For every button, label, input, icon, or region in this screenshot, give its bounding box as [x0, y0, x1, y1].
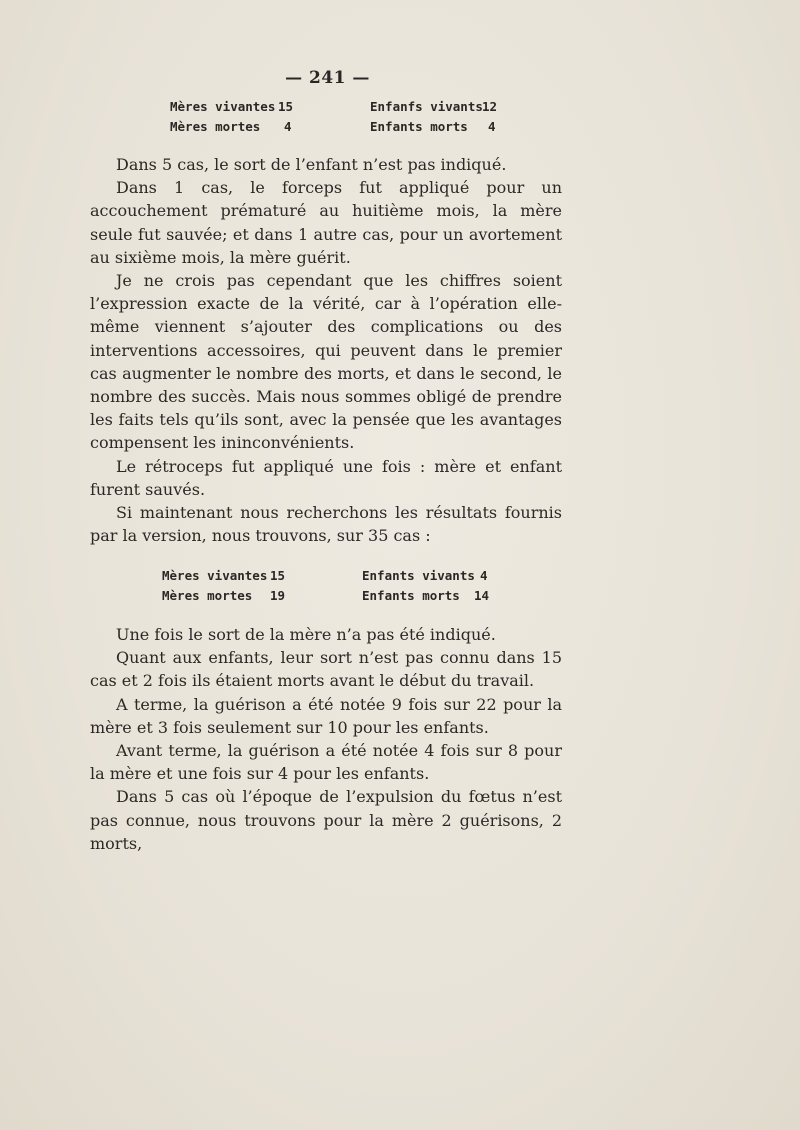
stat-label: Enfanfs vivants — [370, 99, 483, 114]
stat-label: Mères mortes — [170, 119, 261, 134]
stat-label: Enfants vivants — [362, 568, 475, 583]
stat-value: 12 — [482, 99, 498, 114]
stats-row — [170, 117, 510, 137]
stat-label: Mères vivantes — [170, 99, 276, 114]
paragraph: Une fois le sort de la mère n’a pas été indiqué. — [116, 625, 496, 644]
stats-row — [162, 566, 502, 586]
stats-row — [162, 586, 502, 606]
stat-label: Mères vivantes — [162, 568, 268, 583]
body-text-block-1 — [90, 153, 562, 547]
page-number: — 241 — — [285, 68, 370, 88]
stats-row — [170, 97, 510, 117]
stat-label: Mères mortes — [162, 588, 253, 603]
paragraph: Dans 1 cas, le forceps fut appliqué pour un accouchement prématuré au huitième mois, la mère seule fut sauvée; et dans 1 autre cas, pour un avortement au sixième mois, la mère guérit. — [90, 178, 562, 267]
paragraph: Dans 5 cas, le sort de l’enfant n’est pas indiqué. — [116, 155, 507, 174]
paragraph: Je ne crois pas cependant que les chiffres soient l’expression exacte de la vérité, car à l’opération elle-même viennent s’ajouter des complications ou des interventions accessoires, qui peuvent dans le premier cas augmenter le nombre des morts, et dans le second, le nombre des succès. Mais nous sommes obligé de prendre les faits tels qu’ils sont, avec la pensée que les avantages compensent les ininconvénients. — [90, 271, 562, 453]
stat-value: 4 — [284, 119, 292, 134]
stat-label: Enfants morts — [370, 119, 468, 134]
paragraph: Avant terme, la guérison a été notée 4 fois sur 8 pour la mère et une fois sur 4 pour les enfants. — [90, 741, 562, 784]
paragraph: Dans 5 cas où l’époque de l’expulsion du fœtus n’est pas connue, nous trouvons pour la mère 2 guérisons, 2 morts, — [90, 787, 562, 853]
body-text-block-2 — [90, 623, 562, 855]
stats-table-version — [162, 566, 502, 606]
paragraph: Le rétroceps fut appliqué une fois : mère et enfant furent sauvés. — [90, 456, 562, 499]
stat-value: 19 — [270, 588, 286, 603]
stat-value: 15 — [270, 568, 286, 583]
stat-value: 4 — [480, 568, 488, 583]
paragraph: A terme, la guérison a été notée 9 fois sur 22 pour la mère et 3 fois seulement sur 10 pour les enfants. — [90, 694, 562, 737]
stat-value: 14 — [474, 588, 490, 603]
stat-value: 15 — [278, 99, 294, 114]
stats-table-forceps — [170, 97, 510, 137]
stat-value: 4 — [488, 119, 496, 134]
paragraph: Si maintenant nous recherchons les résultats fournis par la version, nous trouvons, sur 35 cas : — [90, 503, 562, 546]
paragraph: Quant aux enfants, leur sort n’est pas connu dans 15 cas et 2 fois ils étaient morts avant le début du travail. — [90, 648, 562, 691]
stat-label: Enfants morts — [362, 588, 460, 603]
